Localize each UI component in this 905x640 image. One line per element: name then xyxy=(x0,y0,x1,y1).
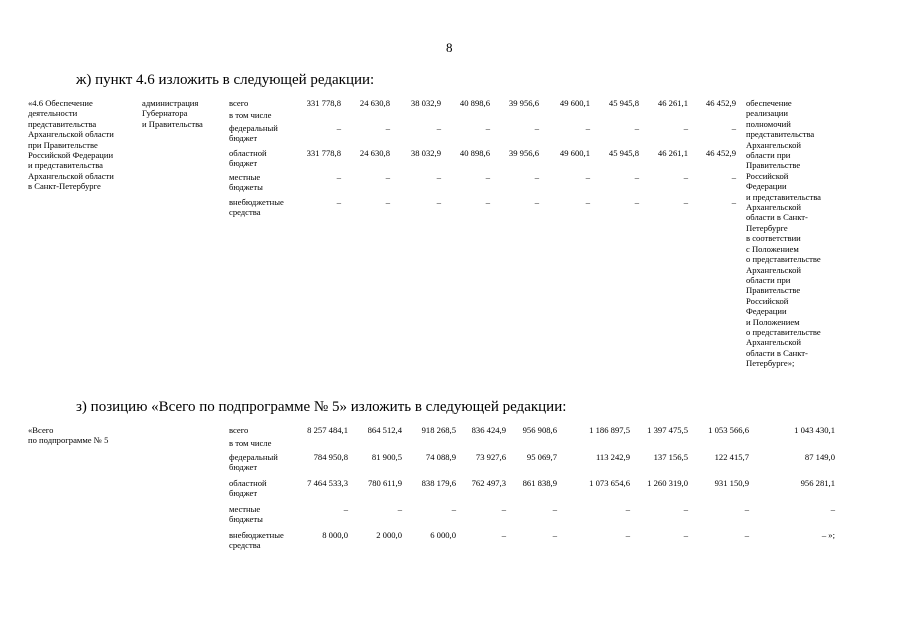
value-cell: – xyxy=(830,504,835,514)
item-text-line: «Всего xyxy=(28,425,54,435)
value-cell: – xyxy=(731,197,736,207)
result-text-line: обеспечение xyxy=(746,98,792,108)
value-cell: – xyxy=(485,172,490,182)
value-cell: 784 950,8 xyxy=(313,452,348,462)
value-cell: 836 424,9 xyxy=(471,425,506,435)
item-text-line: представительства xyxy=(28,118,97,129)
result-text-line: Федерации xyxy=(746,181,787,192)
value-cell: – xyxy=(683,530,688,540)
value-cell: – xyxy=(683,172,688,182)
item-text-line: и представительства xyxy=(28,160,103,171)
value-cell: 38 032,9 xyxy=(410,98,441,108)
row-label-line: областной xyxy=(229,478,267,488)
value-cell: – xyxy=(385,197,390,207)
value-cell: 113 242,9 xyxy=(595,452,630,462)
row-label-line: бюджет xyxy=(229,462,258,473)
row-label xyxy=(229,425,248,435)
row-label-line: областной xyxy=(229,148,267,158)
value-cell: 40 898,6 xyxy=(459,148,490,158)
value-cell: 331 778,8 xyxy=(306,98,341,108)
value-cell: – xyxy=(336,123,341,133)
item-text-line: Архангельской области xyxy=(28,170,114,181)
item-text-line: деятельности xyxy=(28,108,78,119)
value-cell: 956 281,1 xyxy=(800,478,835,488)
row-label xyxy=(229,438,271,448)
row-label-line: местные xyxy=(229,172,261,182)
value-cell: – xyxy=(485,123,490,133)
row-label-line: местные xyxy=(229,504,261,514)
value-cell: – xyxy=(683,504,688,514)
row-label xyxy=(229,123,278,144)
result-text-line: Российской xyxy=(746,170,789,181)
value-cell: 8 000,0 xyxy=(322,530,348,540)
item-text-line: при Правительстве xyxy=(28,139,98,150)
value-cell: 49 600,1 xyxy=(559,98,590,108)
value-cell: 45 945,8 xyxy=(608,98,639,108)
value-cell: 8 257 484,1 xyxy=(307,425,348,435)
result-text-line: в соответствии xyxy=(746,233,801,244)
result-text-line: полномочий xyxy=(746,118,791,129)
value-cell: – xyxy=(585,123,590,133)
value-cell: 46 261,1 xyxy=(657,148,688,158)
result-text-line: Архангельской xyxy=(746,202,801,213)
result-text-line: Петербурге xyxy=(746,222,788,233)
value-cell: – xyxy=(534,197,539,207)
result-text-line: области при xyxy=(746,274,791,285)
value-cell: – xyxy=(534,172,539,182)
result-text-line: реализации xyxy=(746,108,788,119)
row-label xyxy=(229,504,263,525)
result-text-line: о представительстве xyxy=(746,326,821,337)
row-label-line: бюджет xyxy=(229,488,258,499)
value-cell: 46 452,9 xyxy=(705,148,736,158)
result-text-line: Правительстве xyxy=(746,160,801,171)
value-cell: 1 053 566,6 xyxy=(708,425,749,435)
row-label xyxy=(229,110,271,120)
result-text-line: Архангельской xyxy=(746,139,801,150)
row-label-line: бюджеты xyxy=(229,182,263,193)
value-cell: 87 149,0 xyxy=(804,452,835,462)
row-label xyxy=(229,172,263,193)
result-text-line: области при xyxy=(746,150,791,161)
value-cell: 39 956,6 xyxy=(508,98,539,108)
value-cell: 861 838,9 xyxy=(522,478,557,488)
row-label-line: всего xyxy=(229,425,249,435)
result-text-line: области в Санкт- xyxy=(746,347,808,358)
executor-line: администрация xyxy=(142,98,199,108)
value-cell: – xyxy=(336,197,341,207)
value-cell: – xyxy=(552,504,557,514)
value-cell: 73 927,6 xyxy=(475,452,506,462)
value-cell: 46 261,1 xyxy=(657,98,688,108)
value-cell: – xyxy=(534,123,539,133)
row-label-line: средства xyxy=(229,540,261,551)
value-cell: 81 900,5 xyxy=(371,452,402,462)
row-label-line: внебюджетные xyxy=(229,530,284,540)
value-cell: – xyxy=(436,123,441,133)
row-label-line: бюджеты xyxy=(229,514,263,525)
value-cell: – xyxy=(501,530,506,540)
item-text xyxy=(28,98,114,192)
value-cell: – xyxy=(634,197,639,207)
value-cell: 39 956,6 xyxy=(508,148,539,158)
value-cell: – xyxy=(683,123,688,133)
item-text-line: Архангельской области xyxy=(28,129,114,140)
item-text-line: Российской Федерации xyxy=(28,150,114,161)
value-cell: 24 630,8 xyxy=(359,98,390,108)
value-cell: – xyxy=(625,504,630,514)
row-label-line: федеральный xyxy=(229,452,278,462)
result-text-line: и представительства xyxy=(746,191,821,202)
result-text-line: Архангельской xyxy=(746,337,801,348)
result-text-line: Петербурге»; xyxy=(746,358,795,369)
item-text xyxy=(28,425,108,446)
result-text-line: о представительстве xyxy=(746,254,821,265)
result-text-line: и Положением xyxy=(746,316,800,327)
row-label-line: в том числе xyxy=(229,438,272,448)
value-cell: – xyxy=(744,504,749,514)
value-cell: 838 179,6 xyxy=(421,478,456,488)
value-cell: – xyxy=(634,123,639,133)
section-heading-zh: ж) пункт 4.6 изложить в следующей редакции: xyxy=(76,72,375,88)
value-cell: 95 069,7 xyxy=(526,452,557,462)
value-cell: 918 268,5 xyxy=(421,425,456,435)
row-label-line: в том числе xyxy=(229,110,272,120)
value-cell: – xyxy=(552,530,557,540)
result-text-line: Российской xyxy=(746,295,789,306)
row-label xyxy=(229,197,284,218)
executor-line: и Правительства xyxy=(142,118,203,129)
item-text-line: по подпрограмме № 5 xyxy=(28,435,109,446)
value-cell: 780 611,9 xyxy=(367,478,402,488)
executor xyxy=(142,98,203,129)
value-cell: 49 600,1 xyxy=(559,148,590,158)
value-cell: – xyxy=(436,172,441,182)
value-cell: – xyxy=(501,504,506,514)
row-label-line: средства xyxy=(229,207,261,218)
result-text-line: представительства xyxy=(746,129,815,140)
value-cell: 864 512,4 xyxy=(367,425,402,435)
value-cell: 956 908,6 xyxy=(522,425,557,435)
value-cell: – xyxy=(336,172,341,182)
row-label xyxy=(229,530,284,551)
result-text-line: с Положением xyxy=(746,243,799,254)
result-text-line: Архангельской xyxy=(746,264,801,275)
executor-line: Губернатора xyxy=(142,108,188,119)
row-label-line: всего xyxy=(229,98,249,108)
value-cell: – xyxy=(585,172,590,182)
value-cell: 1 186 897,5 xyxy=(589,425,630,435)
value-cell: 38 032,9 xyxy=(410,148,441,158)
page-number: 8 xyxy=(446,40,453,55)
value-cell: – xyxy=(625,530,630,540)
value-cell: – xyxy=(436,197,441,207)
value-cell: 137 156,5 xyxy=(653,452,688,462)
section-heading-z: з) позицию «Всего по подпрограмме № 5» изложить в следующей редакции: xyxy=(76,399,567,415)
value-cell: 331 778,8 xyxy=(306,148,341,158)
value-cell: 24 630,8 xyxy=(359,148,390,158)
row-label-line: федеральный xyxy=(229,123,278,133)
value-cell: – xyxy=(343,504,348,514)
result-text-line: Федерации xyxy=(746,306,787,317)
value-cell: – xyxy=(744,530,749,540)
value-cell: 6 000,0 xyxy=(430,530,456,540)
value-cell: 46 452,9 xyxy=(705,98,736,108)
row-label-line: бюджет xyxy=(229,158,258,169)
row-label xyxy=(229,98,248,108)
item-text-line: «4.6 Обеспечение xyxy=(28,98,93,108)
value-cell: 762 497,3 xyxy=(471,478,506,488)
value-cell: 931 150,9 xyxy=(714,478,749,488)
value-cell: – xyxy=(485,197,490,207)
value-cell: – xyxy=(451,504,456,514)
row-label xyxy=(229,452,278,473)
result-text xyxy=(746,98,821,369)
value-cell: – xyxy=(683,197,688,207)
value-cell: 1 073 654,6 xyxy=(589,478,630,488)
value-cell: 40 898,6 xyxy=(459,98,490,108)
row-label-line: бюджет xyxy=(229,133,258,144)
value-cell: – xyxy=(385,172,390,182)
value-cell: – xyxy=(731,172,736,182)
result-text-line: области в Санкт- xyxy=(746,212,808,223)
value-cell: – xyxy=(634,172,639,182)
value-cell: 74 088,9 xyxy=(425,452,456,462)
value-cell: – xyxy=(585,197,590,207)
value-cell: 1 260 319,0 xyxy=(647,478,688,488)
value-cell: 122 415,7 xyxy=(714,452,749,462)
value-cell: – xyxy=(385,123,390,133)
value-cell: 7 464 533,3 xyxy=(307,478,348,488)
value-cell: – xyxy=(397,504,402,514)
row-label xyxy=(229,478,267,499)
value-cell: 45 945,8 xyxy=(608,148,639,158)
value-cell: 1 043 430,1 xyxy=(794,425,835,435)
value-cell: 2 000,0 xyxy=(376,530,402,540)
result-text-line: Правительстве xyxy=(746,285,801,296)
value-cell: – »; xyxy=(821,530,835,540)
value-cell: 1 397 475,5 xyxy=(647,425,688,435)
value-cell: – xyxy=(731,123,736,133)
row-label-line: внебюджетные xyxy=(229,197,284,207)
item-text-line: в Санкт-Петербурге xyxy=(28,181,101,192)
row-label xyxy=(229,148,267,169)
